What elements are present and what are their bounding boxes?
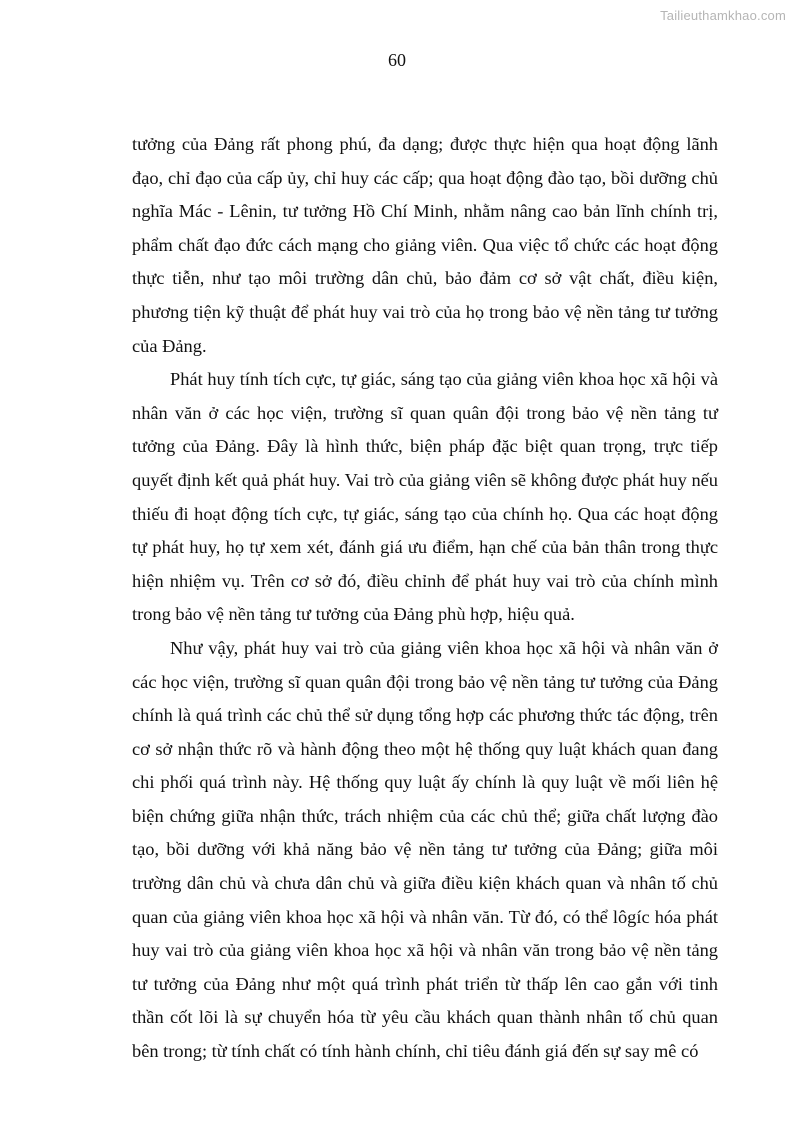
paragraph-2: Phát huy tính tích cực, tự giác, sáng tạo của giảng viên khoa học xã hội và nhân văn ở các học viện, trường sĩ quan quân đội trong bảo vệ nền tảng tư tưởng của Đảng. Đây là hình thức, biện pháp đặc biệt quan trọng, trực tiếp quyết định kết quả phát huy. Vai trò của giảng viên sẽ không được phát huy nếu thiếu đi hoạt động tích cực, tự giác, sáng tạo của chính họ. Qua các hoạt động tự phát huy, họ tự xem xét, đánh giá ưu điểm, hạn chế của bản thân trong thực hiện nhiệm vụ. Trên cơ sở đó, điều chỉnh để phát huy vai trò của chính mình trong bảo vệ nền tảng tư tưởng của Đảng phù hợp, hiệu quả. — [132, 369, 718, 625]
paragraph-3: Như vậy, phát huy vai trò của giảng viên khoa học xã hội và nhân văn ở các học viện, trường sĩ quan quân đội trong bảo vệ nền tảng tư tưởng của Đảng chính là quá trình các chủ thể sử dụng tổng hợp các phương thức tác động, trên cơ sở nhận thức rõ và hành động theo một hệ thống quy luật khách quan đang chi phối quá trình này. Hệ thống quy luật ấy chính là quy luật về mối liên hệ biện chứng giữa nhận thức, trách nhiệm của các chủ thể; giữa chất lượng đào tạo, bồi dưỡng với khả năng bảo vệ nền tảng tư tưởng của Đảng; giữa môi trường dân chủ và chưa dân chủ và giữa điều kiện khách quan và nhân tố chủ quan của giảng viên khoa học xã hội và nhân văn. Từ đó, có thể lôgíc hóa phát huy vai trò của giảng viên khoa học xã hội và nhân văn trong bảo vệ nền tảng tư tưởng của Đảng như một quá trình phát triển từ thấp lên cao gắn với tinh thần cốt lõi là sự chuyển hóa từ yêu cầu khách quan thành nhân tố chủ quan bên trong; từ tính chất có tính hành chính, chỉ tiêu đánh giá đến sự say mê có — [132, 637, 718, 1062]
page-number: 60 — [388, 50, 406, 70]
paragraph-1: tưởng của Đảng rất phong phú, đa dạng; được thực hiện qua hoạt động lãnh đạo, chỉ đạo của cấp ủy, chỉ huy các cấp; qua hoạt động đào tạo, bồi dưỡng chủ nghĩa Mác - Lênin, tư tưởng Hồ Chí Minh, nhằm nâng cao bản lĩnh chính trị, phẩm chất đạo đức cách mạng cho giảng viên. Qua việc tổ chức các hoạt động thực tiễn, như tạo môi trường dân chủ, bảo đảm cơ sở vật chất, điều kiện, phương tiện kỹ thuật để phát huy vai trò của họ trong bảo vệ nền tảng tư tưởng của Đảng. — [132, 134, 718, 356]
watermark: Tailieuthamkhao.com — [660, 8, 786, 23]
body-text — [132, 128, 718, 1069]
